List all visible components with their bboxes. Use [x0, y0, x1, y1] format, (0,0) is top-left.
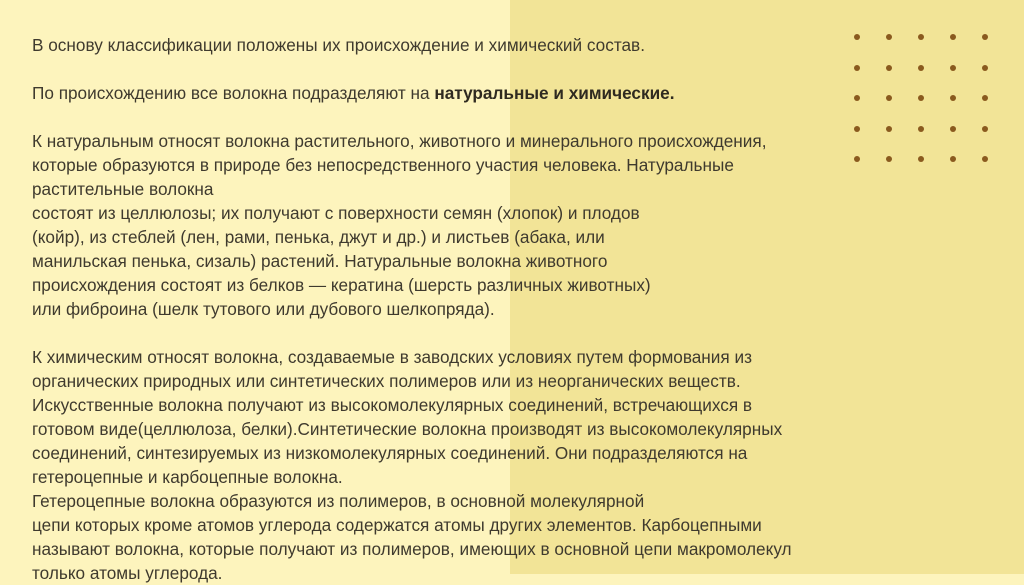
origin-prefix: По происхождению все волокна подразделяют на — [32, 83, 435, 103]
dot — [950, 65, 956, 71]
dot — [982, 65, 988, 71]
text-line: Искусственные волокна получают из высокомолекулярных соединений, встречающихся в — [32, 395, 753, 415]
dot — [982, 126, 988, 132]
origin-bold-term: натуральные и химические. — [434, 83, 675, 103]
text-line: или фиброина (шелк тутового или дубового шелкопряда). — [32, 299, 495, 319]
dot — [950, 95, 956, 101]
text-line: цепи которых кроме атомов углерода содержатся атомы других элементов. Карбоцепными — [32, 515, 762, 535]
text-line: которые образуются в природе без непосредственного участия человека. Натуральные — [32, 155, 734, 175]
text-line: К натуральным относят волокна растительного, животного и минерального происхождения, — [32, 131, 767, 151]
slide-body-text — [32, 33, 932, 585]
dot — [950, 126, 956, 132]
text-line: растительные волокна — [32, 179, 214, 199]
text-line: происхождения состоят из белков — кератина (шерсть различных животных) — [32, 275, 651, 295]
origin-line — [32, 81, 932, 105]
text-line: соединений, синтезируемых из низкомолекулярных соединений. Они подразделяются на — [32, 443, 748, 463]
dot — [950, 34, 956, 40]
chemical-fibers-paragraph — [32, 345, 932, 585]
text-line: манильская пенька, сизаль) растений. Натуральные волокна животного — [32, 251, 608, 271]
text-line: органических природных или синтетических полимеров или из неорганических веществ. — [32, 371, 741, 391]
text-line: (койр), из стеблей (лен, рами, пенька, джут и др.) и листьев (абака, или — [32, 227, 605, 247]
text-line: Гетероцепные волокна образуются из полимеров, в основной молекулярной — [32, 491, 645, 511]
intro-line: В основу классификации положены их происхождение и химический состав. — [32, 35, 645, 55]
text-line: состоят из целлюлозы; их получают с поверхности семян (хлопок) и плодов — [32, 203, 640, 223]
dot — [982, 95, 988, 101]
dot — [950, 156, 956, 162]
text-line: К химическим относят волокна, создаваемые в заводских условиях путем формования из — [32, 347, 752, 367]
natural-fibers-paragraph — [32, 129, 932, 321]
text-line: готовом виде(целлюлоза, белки).Синтетические волокна производят из высокомолекулярных — [32, 419, 783, 439]
dot — [982, 34, 988, 40]
text-line: только атомы углерода. — [32, 563, 223, 583]
text-line: гетероцепные и карбоцепные волокна. — [32, 467, 343, 487]
dot — [982, 156, 988, 162]
text-line: называют волокна, которые получают из полимеров, имеющих в основной цепи макромолекул — [32, 539, 792, 559]
